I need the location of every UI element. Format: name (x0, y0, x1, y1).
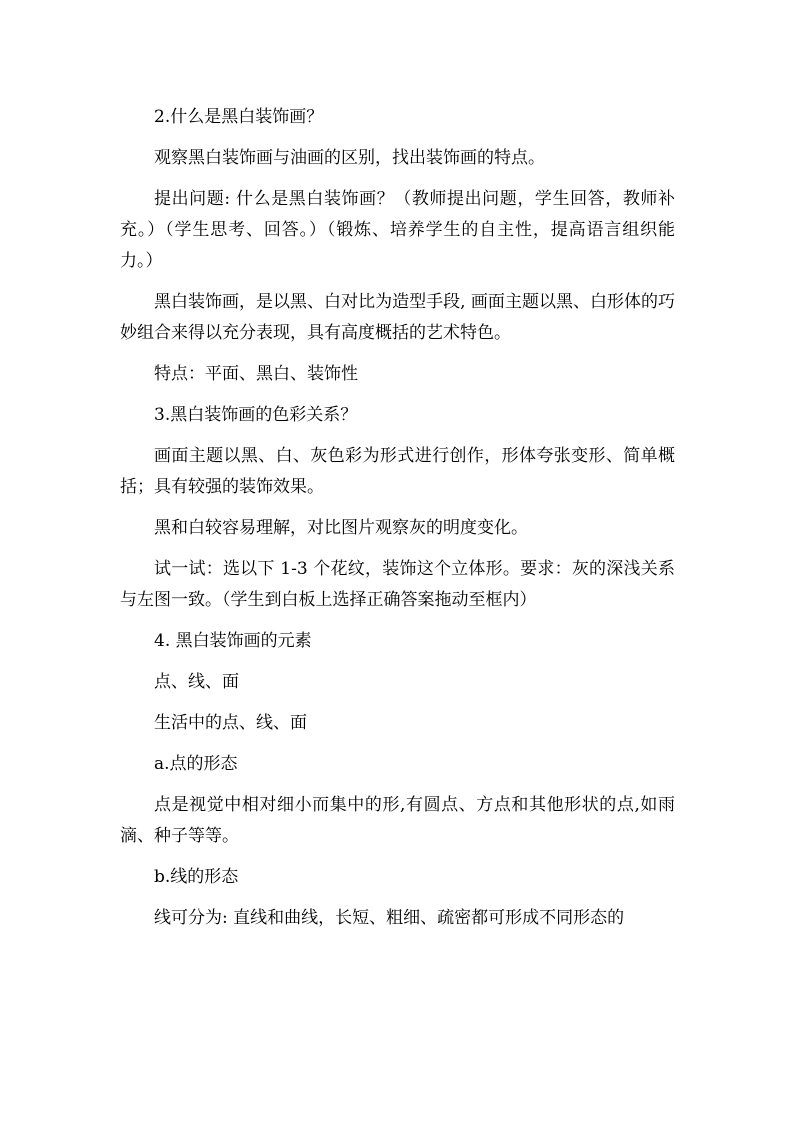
paragraph-point-description: 点是视觉中相对细小而集中的形,有圆点、方点和其他形状的点,如雨滴、种子等等。 (120, 795, 675, 846)
paragraph-gray-brightness: 黑和白较容易理解，对比图片观察灰的明度变化。 (154, 518, 528, 538)
document-body (120, 102, 675, 944)
paragraph-line-description: 线可分为: 直线和曲线，长短、粗细、疏密都可形成不同形态的 (154, 908, 625, 928)
heading-point-form: a.点的形态 (154, 754, 238, 774)
heading-line-form: b.线的形态 (154, 867, 239, 887)
heading-elements: 4. 黑白装饰画的元素 (154, 631, 312, 651)
paragraph-life-point-line-plane: 生活中的点、线、面 (154, 713, 307, 733)
paragraph-try-it: 试一试：选以下 1-3 个花纹，装饰这个立体形。要求：灰的深浅关系与左图一致。（学生到白板上选择正确答案拖动至框内） (120, 559, 675, 610)
heading-what-is-bw-decorative-painting: 2.什么是黑白装饰画？ (154, 107, 324, 127)
paragraph-raise-question: 提出问题: 什么是黑白装饰画？（教师提出问题，学生回答，教师补充。）（学生思考、回答。）（锻炼、培养学生的自主性，提高语言组织能力。） (120, 189, 675, 271)
paragraph-features: 特点：平面、黑白、装饰性 (154, 364, 358, 384)
paragraph-definition: 黑白装饰画，是以黑、白对比为造型手段, 画面主题以黑、白形体的巧妙组合来得以充分表现，具有高度概括的艺术特色。 (120, 292, 675, 343)
heading-color-relationship: 3.黑白装饰画的色彩关系？ (154, 405, 358, 425)
paragraph-observe-difference: 观察黑白装饰画与油画的区别，找出装饰画的特点。 (154, 148, 545, 168)
paragraph-color-theme: 画面主题以黑、白、灰色彩为形式进行创作，形体夸张变形、简单概括；具有较强的装饰效果。 (120, 446, 675, 497)
paragraph-point-line-plane: 点、线、面 (154, 672, 239, 692)
